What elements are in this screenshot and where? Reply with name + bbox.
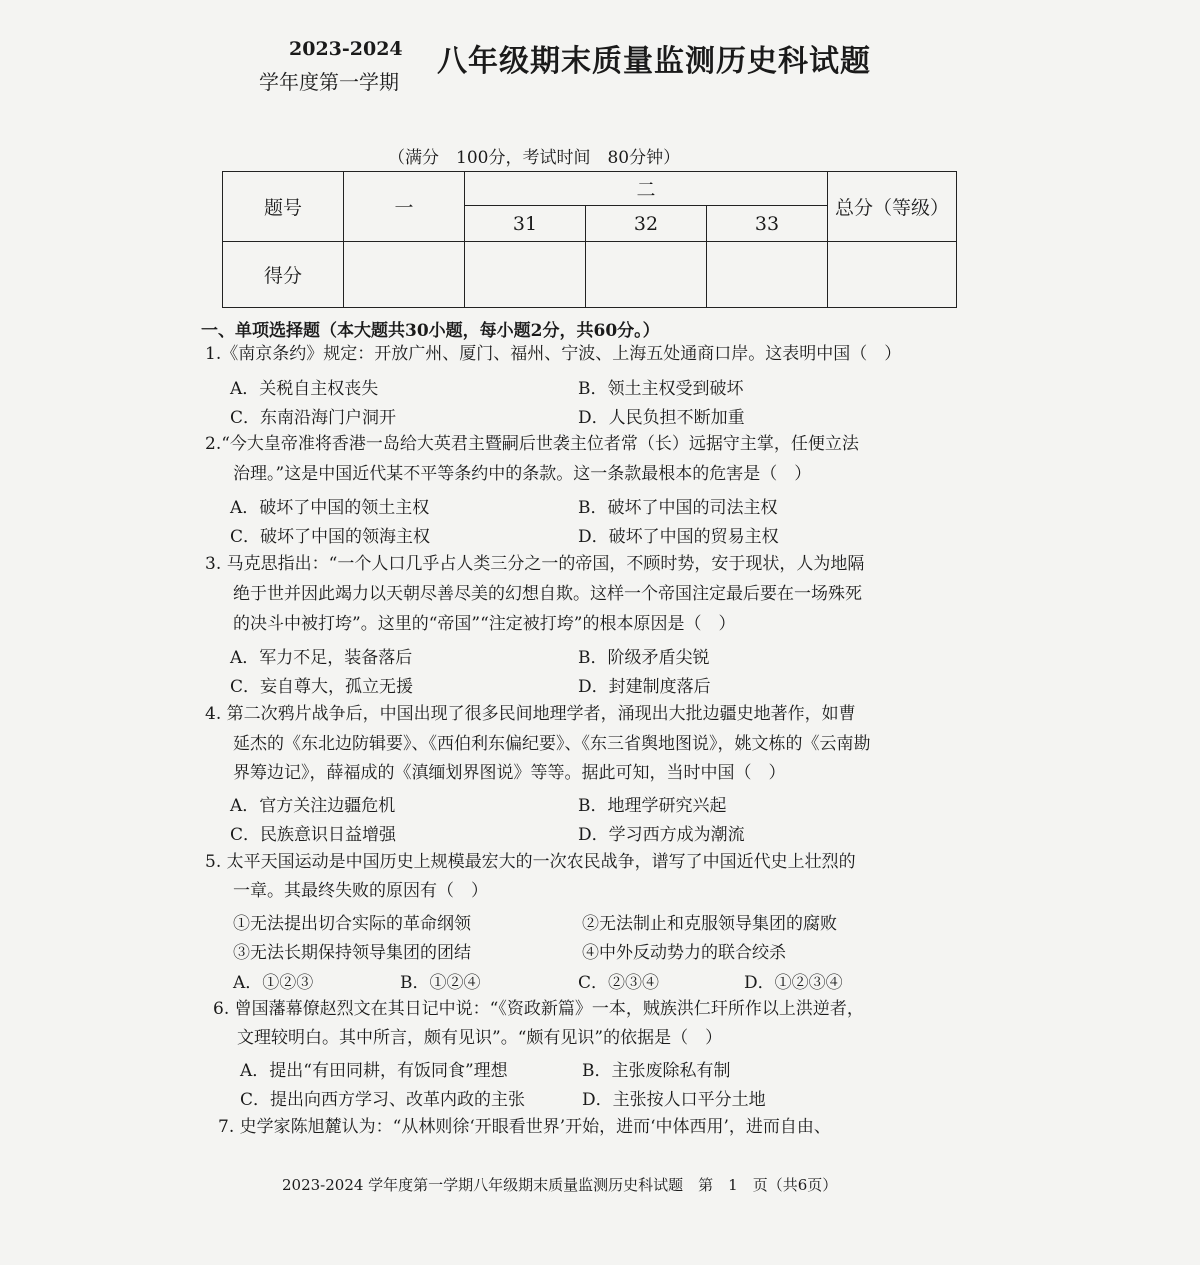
question-4-option-d: D．学习西方成为潮流: [578, 825, 745, 845]
question-1-option-c: C．东南沿海门户洞开: [230, 408, 397, 428]
table-part-one: 一: [344, 172, 465, 242]
table-label-score: 得分: [223, 242, 344, 308]
question-3-option-d: D．封建制度落后: [578, 677, 711, 697]
question-2-option-a: A．破坏了中国的领土主权: [230, 498, 430, 518]
question-6-line-2: 文理较明白。其中所言，颇有见识”。“颇有见识”的依据是（ ）: [237, 1028, 723, 1048]
question-2-line-2: 治理。”这是中国近代某不平等条约中的条款。这一条款最根本的危害是（ ）: [233, 464, 812, 484]
question-3-line-1: 3. 马克思指出：“一个人口几乎占人类三分之一的帝国，不顾时势，安于现状，人为地隔: [205, 554, 865, 574]
question-5-option-a: A．①②③: [233, 973, 314, 993]
question-6-option-d: D．主张按人口平分土地: [582, 1090, 766, 1110]
score-cell-32[interactable]: [586, 242, 707, 308]
question-6-option-a: A．提出“有田同耕，有饭同食”理想: [240, 1061, 508, 1081]
question-5-option-d: D．①②③④: [744, 973, 843, 993]
score-cell-31[interactable]: [465, 242, 586, 308]
table-total: 总分（等级）: [828, 172, 957, 242]
question-5-option-c: C．②③④: [578, 973, 660, 993]
question-5-item-4: ④中外反动势力的联合绞杀: [582, 943, 786, 963]
table-sub-33: 33: [707, 206, 828, 242]
question-3-option-c: C．妄自尊大，孤立无援: [230, 677, 414, 697]
question-3-option-a: A．军力不足，装备落后: [230, 648, 413, 668]
section-one-title: 一、单项选择题（本大题共30小题，每小题2分，共60分。）: [201, 321, 660, 341]
question-1-option-d: D．人民负担不断加重: [578, 408, 745, 428]
question-4-line-1: 4. 第二次鸦片战争后，中国出现了很多民间地理学者，涌现出大批边疆史地著作，如曹: [205, 704, 856, 724]
question-2-option-d: D．破坏了中国的贸易主权: [578, 527, 779, 547]
question-5-option-b: B．①②④: [400, 973, 481, 993]
question-5-line-2: 一章。其最终失败的原因有（ ）: [233, 881, 488, 901]
question-4-option-c: C．民族意识日益增强: [230, 825, 397, 845]
question-4-option-b: B．地理学研究兴起: [578, 796, 727, 816]
question-5-line-1: 5. 太平天国运动是中国历史上规模最宏大的一次农民战争，谱写了中国近代史上壮烈的: [205, 852, 856, 872]
page-footer: 2023-2024 学年度第一学期八年级期末质量监测历史科试题 第 1 页（共6页）: [282, 1176, 838, 1194]
question-3-line-2: 绝于世并因此竭力以天朝尽善尽美的幻想自欺。这样一个帝国注定最后要在一场殊死: [233, 584, 862, 604]
score-cell-total[interactable]: [828, 242, 957, 308]
question-2-line-1: 2.“今大皇帝准将香港一岛给大英君主暨嗣后世袭主位者常（长）远据守主掌，任便立法: [205, 434, 859, 454]
question-3-line-3: 的决斗中被打垮”。这里的“帝国”“注定被打垮”的根本原因是（ ）: [233, 614, 736, 634]
question-5-item-3: ③无法长期保持领导集团的团结: [233, 943, 471, 963]
question-5-item-1: ①无法提出切合实际的革命纲领: [233, 914, 471, 934]
question-1-line-1: 1.《南京条约》规定：开放广州、厦门、福州、宁波、上海五处通商口岸。这表明中国（ ）: [205, 344, 902, 364]
school-year: 2023-2024: [289, 38, 403, 60]
score-table: [222, 171, 957, 308]
question-1-option-b: B．领土主权受到破坏: [578, 379, 744, 399]
question-6-line-1: 6. 曾国藩幕僚赵烈文在其日记中说：“《资政新篇》一本，贼族洪仁玕所作以上洪逆者，: [213, 999, 864, 1019]
exam-info: （满分 100分，考试时间 80分钟）: [388, 148, 681, 168]
exam-title: 八年级期末质量监测历史科试题: [437, 44, 871, 79]
table-part-two: 二: [465, 172, 828, 206]
question-4-line-2: 延杰的《东北边防辑要》、《西伯利东偏纪要》、《东三省舆地图说》，姚文栋的《云南勘: [233, 734, 871, 754]
table-label-number: 题号: [223, 172, 344, 242]
question-4-line-3: 界筹边记》，薛福成的《滇缅划界图说》等等。据此可知，当时中国（ ）: [233, 763, 786, 783]
question-5-item-2: ②无法制止和克服领导集团的腐败: [582, 914, 837, 934]
score-cell-33[interactable]: [707, 242, 828, 308]
table-sub-32: 32: [586, 206, 707, 242]
question-6-option-b: B．主张废除私有制: [582, 1061, 731, 1081]
question-7-line-1: 7. 史学家陈旭麓认为：“从林则徐‘开眼看世界’开始，进而‘中体西用’，进而自由、: [218, 1117, 831, 1137]
question-6-option-c: C．提出向西方学习、改革内政的主张: [240, 1090, 526, 1110]
question-2-option-c: C．破坏了中国的领海主权: [230, 527, 431, 547]
score-cell-one[interactable]: [344, 242, 465, 308]
table-sub-31: 31: [465, 206, 586, 242]
semester: 学年度第一学期: [259, 70, 399, 94]
question-3-option-b: B．阶级矛盾尖锐: [578, 648, 710, 668]
question-2-option-b: B．破坏了中国的司法主权: [578, 498, 778, 518]
question-4-option-a: A．官方关注边疆危机: [230, 796, 396, 816]
question-1-option-a: A．关税自主权丧失: [230, 379, 379, 399]
